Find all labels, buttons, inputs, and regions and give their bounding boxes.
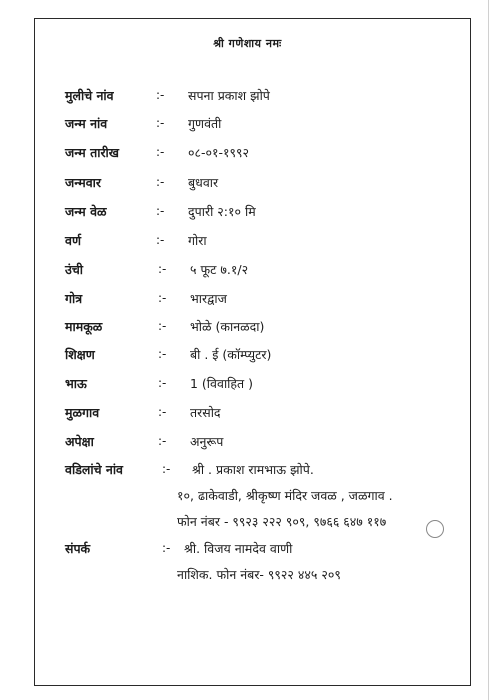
separator: :-: [158, 347, 167, 361]
value-native-village: तरसोद: [190, 405, 221, 420]
label-birth-date: जन्म तारीख: [65, 145, 120, 160]
separator: :-: [158, 376, 167, 390]
separator: :-: [156, 204, 165, 218]
value-brother: 1 (विवाहित ): [190, 376, 254, 391]
separator: :-: [156, 145, 165, 159]
value-gotra: भारद्वाज: [190, 291, 227, 306]
label-contact: संपर्क: [65, 541, 91, 556]
value-name: सपना प्रकाश झोपे: [188, 88, 270, 103]
value-complexion: गोरा: [188, 233, 207, 248]
value-education: बी . ई (कॉम्प्युटर): [190, 347, 272, 362]
value-height: ५ फूट ७.१/२: [190, 262, 249, 277]
value-birth-name: गुणवंती: [188, 116, 222, 131]
label-brother: भाऊ: [65, 376, 87, 391]
value-father-name: श्री . प्रकाश रामभाऊ झोपे.: [192, 462, 314, 477]
contact-phone: नाशिक. फोन नंबर- ९९२२ ४४५ २०९: [177, 567, 341, 582]
label-birth-name: जन्म नांव: [65, 116, 108, 131]
value-birth-day: बुधवार: [188, 175, 219, 190]
punch-hole-mark: [426, 520, 444, 538]
scan-edge: [488, 0, 489, 700]
value-contact: श्री. विजय नामदेव वाणी: [184, 541, 293, 556]
label-birth-time: जन्म वेळ: [65, 204, 107, 219]
label-gotra: गोत्र: [65, 291, 83, 306]
separator: :-: [156, 88, 165, 102]
father-address: १०, ढाकेवाडी, श्रीकृष्ण मंदिर जवळ , जळगाव .: [177, 488, 393, 503]
label-complexion: वर्ण: [65, 233, 81, 248]
separator: :-: [156, 175, 165, 189]
label-expectation: अपेक्षा: [65, 434, 94, 449]
separator: :-: [158, 405, 167, 419]
value-maternal-clan: भोळे (कानळदा): [190, 319, 265, 334]
separator: :-: [158, 291, 167, 305]
father-phone: फोन नंबर - ९९२३ २२२ ९०९, ९७६६ ६४७ ११७: [177, 514, 387, 529]
separator: :-: [162, 541, 171, 555]
label-maternal-clan: मामकूळ: [65, 319, 103, 334]
separator: :-: [158, 319, 167, 333]
label-height: उंची: [65, 262, 84, 277]
value-expectation: अनुरूप: [190, 434, 224, 449]
invocation-header: श्री गणेशाय नमः: [213, 37, 282, 50]
separator: :-: [158, 262, 167, 276]
separator: :-: [162, 462, 171, 476]
separator: :-: [158, 434, 167, 448]
label-father-name: वडिलांचे नांव: [65, 462, 124, 477]
value-birth-time: दुपारी २:१० मि: [188, 204, 256, 219]
label-name: मुलीचे नांव: [65, 88, 114, 103]
separator: :-: [156, 233, 165, 247]
separator: :-: [156, 116, 165, 130]
value-birth-date: ०८-०१-१९९२: [188, 145, 250, 160]
label-native-village: मुळगाव: [65, 405, 100, 420]
label-education: शिक्षण: [65, 347, 95, 362]
label-birth-day: जन्मवार: [65, 175, 102, 190]
